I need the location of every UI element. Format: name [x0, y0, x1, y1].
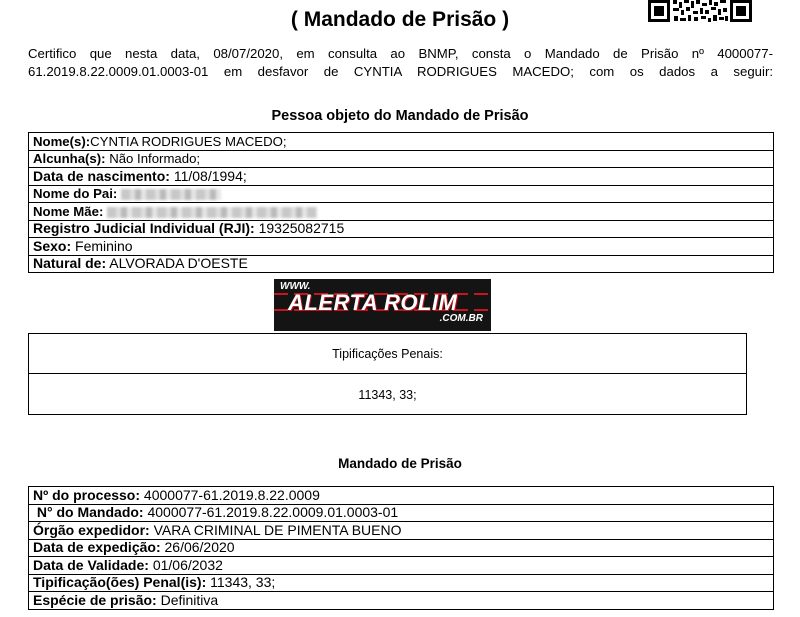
field-label: Nome(s):	[33, 133, 91, 149]
field-value: Definitiva	[156, 591, 219, 608]
logo-domain: .COM.BR	[439, 313, 483, 324]
field-value: CYNTIA RODRIGUES MACEDO;	[90, 133, 287, 149]
table-row	[29, 574, 774, 592]
redacted-mother-name	[107, 207, 317, 218]
field-label: Espécie de prisão:	[33, 591, 157, 608]
table-row	[29, 150, 774, 168]
field-value: Feminino	[71, 237, 133, 254]
field-value: 4000077-61.2019.8.22.0009	[140, 486, 320, 503]
table-row	[29, 185, 774, 203]
table-row	[29, 168, 774, 186]
field-label: Nome Mãe:	[33, 203, 104, 219]
alerta-rolim-logo	[274, 279, 491, 331]
tipificacoes-label-box	[28, 333, 747, 374]
redacted-father-name	[121, 189, 221, 200]
person-section-title: Pessoa objeto do Mandado de Prisão	[271, 108, 529, 124]
table-row	[29, 238, 774, 256]
table-row	[29, 539, 774, 557]
field-label: Sexo:	[33, 237, 72, 254]
field-label: Data de Validade:	[33, 556, 149, 573]
field-value: 4000077-61.2019.8.22.0009.01.0003-01	[143, 504, 399, 521]
tipificacoes-value: 11343, 33;	[358, 388, 417, 402]
field-value: ALVORADA D'OESTE	[106, 255, 248, 272]
table-row	[29, 133, 774, 151]
table-row	[29, 203, 774, 221]
field-label: Registro Judicial Individual (RJI):	[33, 220, 255, 237]
table-row	[29, 255, 774, 273]
table-row	[29, 504, 774, 522]
certificate-intro: Certifico que nesta data, 08/07/2020, em consulta ao BNMP, consta o Mandado de Prisão nº 4000077-61.2019.8.22.0009.01.0003-01 em desfavor de CYNTIA RODRIGUES MACEDO; com os dados a seguir:	[28, 46, 773, 79]
document-title: ( Mandado de Prisão )	[290, 8, 510, 31]
field-label: Natural de:	[33, 255, 107, 272]
logo-name: ALERTA ROLIM	[288, 290, 458, 315]
field-value: 11/08/1994;	[169, 167, 247, 184]
field-value: Não Informado;	[105, 151, 201, 167]
field-label: Data de nascimento:	[33, 167, 170, 184]
field-value: 11343, 33;	[206, 574, 276, 591]
table-row	[29, 522, 774, 540]
field-value: 19325082715	[254, 220, 345, 237]
field-label: Data de expedição:	[33, 539, 161, 556]
mandado-table	[28, 486, 774, 610]
table-row	[29, 557, 774, 575]
table-row	[29, 220, 774, 238]
field-label: Nome do Pai:	[33, 186, 118, 202]
field-value: 26/06/2020	[160, 539, 235, 556]
field-label: Órgão expedidor:	[33, 521, 150, 538]
field-label: N° do Mandado:	[33, 504, 144, 521]
field-label: Tipificação(ões) Penal(is):	[33, 574, 207, 591]
tipificacoes-label: Tipificações Penais:	[332, 347, 443, 361]
tipificacoes-value-box	[28, 373, 747, 415]
table-row	[29, 592, 774, 610]
field-label: Nº do processo:	[33, 486, 141, 503]
person-table	[28, 132, 774, 273]
logo-www: WWW.	[280, 281, 311, 292]
field-label: Alcunha(s):	[33, 151, 106, 167]
mandado-section-title: Mandado de Prisão	[338, 456, 462, 471]
table-row	[29, 487, 774, 505]
field-value: 01/06/2032	[148, 556, 223, 573]
qr-code-icon	[648, 0, 752, 22]
field-value: VARA CRIMINAL DE PIMENTA BUENO	[149, 521, 402, 538]
